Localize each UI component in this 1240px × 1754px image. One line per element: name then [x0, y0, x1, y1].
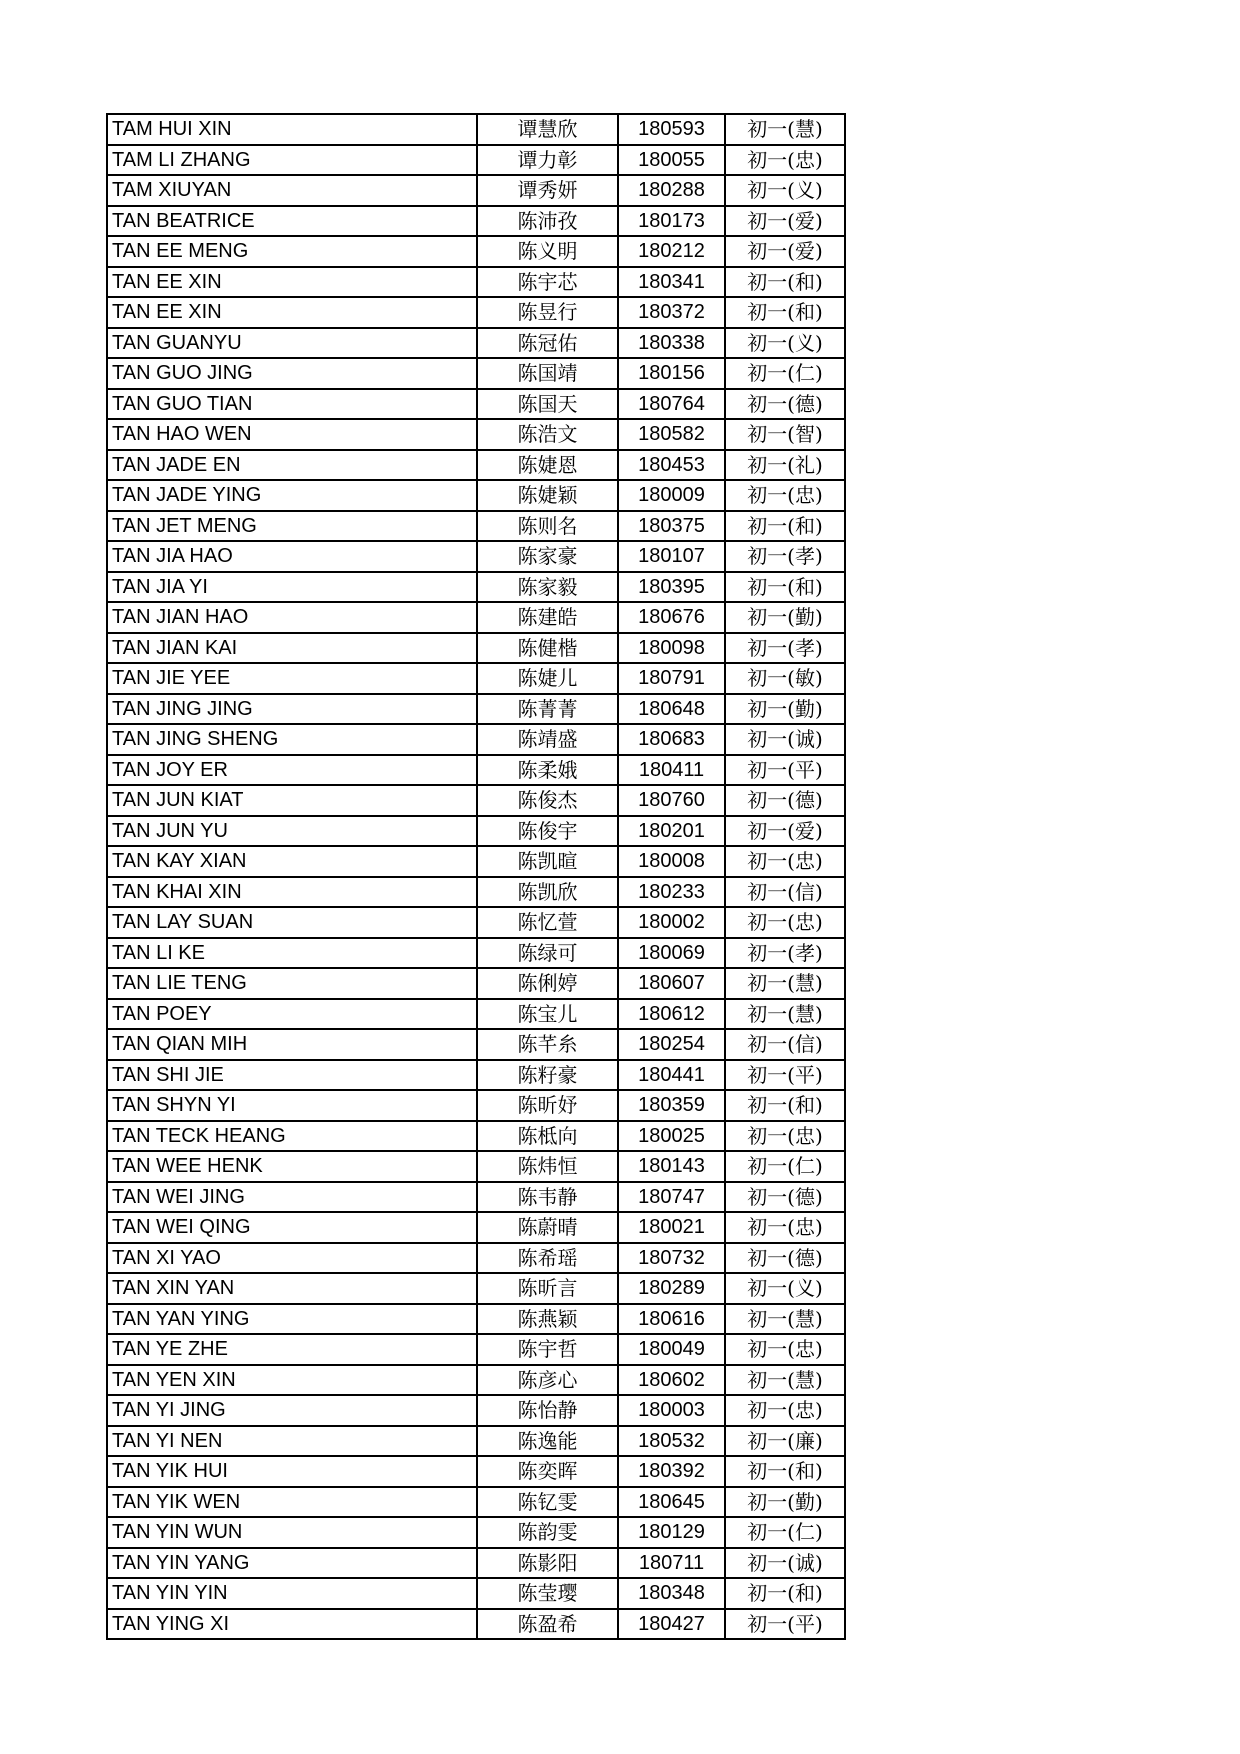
- student-id: 180648: [618, 694, 725, 725]
- table-row: [107, 694, 845, 725]
- student-id: 180392: [618, 1456, 725, 1487]
- student-chinese-name: 陈浩文: [477, 419, 618, 450]
- student-english-name: TAN YIK WEN: [107, 1487, 477, 1518]
- student-class: 初一(平): [725, 1060, 845, 1091]
- student-class: 初一(和): [725, 297, 845, 328]
- student-class: 初一(忠): [725, 480, 845, 511]
- student-class: 初一(忠): [725, 1212, 845, 1243]
- table-row: [107, 450, 845, 481]
- student-id: 180008: [618, 846, 725, 877]
- student-class: 初一(义): [725, 1273, 845, 1304]
- student-english-name: TAN YAN YING: [107, 1304, 477, 1335]
- student-chinese-name: 陈俊杰: [477, 785, 618, 816]
- student-class: 初一(忠): [725, 1395, 845, 1426]
- student-id: 180760: [618, 785, 725, 816]
- student-id: 180441: [618, 1060, 725, 1091]
- student-chinese-name: 陈沛孜: [477, 206, 618, 237]
- student-chinese-name: 陈绿可: [477, 938, 618, 969]
- student-class: 初一(和): [725, 267, 845, 298]
- student-english-name: TAM XIUYAN: [107, 175, 477, 206]
- table-row: [107, 175, 845, 206]
- student-english-name: TAN SHI JIE: [107, 1060, 477, 1091]
- table-row: [107, 1487, 845, 1518]
- student-english-name: TAN LIE TENG: [107, 968, 477, 999]
- student-id: 180616: [618, 1304, 725, 1335]
- table-row: [107, 1304, 845, 1335]
- student-id: 180532: [618, 1426, 725, 1457]
- student-english-name: TAN JADE EN: [107, 450, 477, 481]
- table-row: [107, 602, 845, 633]
- student-class: 初一(德): [725, 1182, 845, 1213]
- student-chinese-name: 陈宇哲: [477, 1334, 618, 1365]
- table-row: [107, 145, 845, 176]
- student-id: 180069: [618, 938, 725, 969]
- table-row: [107, 877, 845, 908]
- student-chinese-name: 陈炜恒: [477, 1151, 618, 1182]
- student-chinese-name: 陈柔娥: [477, 755, 618, 786]
- student-class: 初一(信): [725, 877, 845, 908]
- student-chinese-name: 陈籽豪: [477, 1060, 618, 1091]
- table-row: [107, 968, 845, 999]
- student-english-name: TAN XIN YAN: [107, 1273, 477, 1304]
- student-chinese-name: 陈靖盛: [477, 724, 618, 755]
- student-id: 180009: [618, 480, 725, 511]
- student-class: 初一(勤): [725, 1487, 845, 1518]
- student-chinese-name: 陈宝儿: [477, 999, 618, 1030]
- student-id: 180593: [618, 114, 725, 145]
- student-english-name: TAN KHAI XIN: [107, 877, 477, 908]
- student-id: 180049: [618, 1334, 725, 1365]
- table-row: [107, 1121, 845, 1152]
- student-id: 180143: [618, 1151, 725, 1182]
- table-row: [107, 572, 845, 603]
- student-class: 初一(德): [725, 785, 845, 816]
- student-chinese-name: 陈昱行: [477, 297, 618, 328]
- student-english-name: TAN EE XIN: [107, 297, 477, 328]
- student-id: 180025: [618, 1121, 725, 1152]
- student-id: 180732: [618, 1243, 725, 1274]
- student-list-table: [106, 113, 846, 1640]
- student-class: 初一(平): [725, 1609, 845, 1640]
- student-id: 180791: [618, 663, 725, 694]
- student-chinese-name: 陈昕妤: [477, 1090, 618, 1121]
- student-english-name: TAN YIN WUN: [107, 1517, 477, 1548]
- student-chinese-name: 陈宇芯: [477, 267, 618, 298]
- student-chinese-name: 陈钇雯: [477, 1487, 618, 1518]
- table-row: [107, 1029, 845, 1060]
- student-chinese-name: 陈逸能: [477, 1426, 618, 1457]
- student-id: 180233: [618, 877, 725, 908]
- student-id: 180607: [618, 968, 725, 999]
- student-chinese-name: 陈俊宇: [477, 816, 618, 847]
- student-english-name: TAN YING XI: [107, 1609, 477, 1640]
- student-english-name: TAN WEE HENK: [107, 1151, 477, 1182]
- student-english-name: TAN JADE YING: [107, 480, 477, 511]
- student-id: 180372: [618, 297, 725, 328]
- table-row: [107, 206, 845, 237]
- student-id: 180254: [618, 1029, 725, 1060]
- student-class: 初一(慧): [725, 968, 845, 999]
- student-chinese-name: 陈彦心: [477, 1365, 618, 1396]
- student-chinese-name: 陈健楷: [477, 633, 618, 664]
- student-chinese-name: 陈义明: [477, 236, 618, 267]
- table-row: [107, 1517, 845, 1548]
- student-chinese-name: 陈奕晖: [477, 1456, 618, 1487]
- table-row: [107, 511, 845, 542]
- student-chinese-name: 陈莹璎: [477, 1578, 618, 1609]
- student-class: 初一(敏): [725, 663, 845, 694]
- table-row: [107, 1334, 845, 1365]
- table-row: [107, 389, 845, 420]
- student-id: 180289: [618, 1273, 725, 1304]
- student-english-name: TAN JUN YU: [107, 816, 477, 847]
- student-class: 初一(忠): [725, 145, 845, 176]
- student-english-name: TAN JET MENG: [107, 511, 477, 542]
- student-chinese-name: 陈则名: [477, 511, 618, 542]
- student-id: 180375: [618, 511, 725, 542]
- student-id: 180003: [618, 1395, 725, 1426]
- student-class: 初一(义): [725, 175, 845, 206]
- student-chinese-name: 陈凯欣: [477, 877, 618, 908]
- student-english-name: TAN HAO WEN: [107, 419, 477, 450]
- table-row: [107, 816, 845, 847]
- student-class: 初一(忠): [725, 907, 845, 938]
- student-id: 180201: [618, 816, 725, 847]
- student-class: 初一(孝): [725, 938, 845, 969]
- student-chinese-name: 陈凯暄: [477, 846, 618, 877]
- student-class: 初一(义): [725, 328, 845, 359]
- table-row: [107, 755, 845, 786]
- student-english-name: TAN YI JING: [107, 1395, 477, 1426]
- student-id: 180612: [618, 999, 725, 1030]
- student-chinese-name: 谭慧欣: [477, 114, 618, 145]
- student-english-name: TAN SHYN YI: [107, 1090, 477, 1121]
- student-chinese-name: 陈忆萱: [477, 907, 618, 938]
- student-english-name: TAN GUANYU: [107, 328, 477, 359]
- student-class: 初一(平): [725, 755, 845, 786]
- student-id: 180055: [618, 145, 725, 176]
- student-english-name: TAN TECK HEANG: [107, 1121, 477, 1152]
- student-chinese-name: 陈昕言: [477, 1273, 618, 1304]
- student-class: 初一(慧): [725, 114, 845, 145]
- student-id: 180747: [618, 1182, 725, 1213]
- student-english-name: TAN LI KE: [107, 938, 477, 969]
- table-row: [107, 938, 845, 969]
- student-id: 180212: [618, 236, 725, 267]
- student-class: 初一(智): [725, 419, 845, 450]
- student-english-name: TAN GUO TIAN: [107, 389, 477, 420]
- student-id: 180676: [618, 602, 725, 633]
- student-class: 初一(忠): [725, 846, 845, 877]
- student-english-name: TAN QIAN MIH: [107, 1029, 477, 1060]
- table-row: [107, 1578, 845, 1609]
- student-class: 初一(和): [725, 1090, 845, 1121]
- table-row: [107, 785, 845, 816]
- student-english-name: TAN YIN YIN: [107, 1578, 477, 1609]
- student-id: 180453: [618, 450, 725, 481]
- table-row: [107, 419, 845, 450]
- student-id: 180683: [618, 724, 725, 755]
- student-english-name: TAN JIE YEE: [107, 663, 477, 694]
- student-class: 初一(仁): [725, 358, 845, 389]
- student-class: 初一(爱): [725, 236, 845, 267]
- table-row: [107, 236, 845, 267]
- table-row: [107, 1395, 845, 1426]
- student-class: 初一(勤): [725, 694, 845, 725]
- student-class: 初一(孝): [725, 633, 845, 664]
- student-chinese-name: 陈建皓: [477, 602, 618, 633]
- student-chinese-name: 陈蔚晴: [477, 1212, 618, 1243]
- student-class: 初一(爱): [725, 206, 845, 237]
- student-chinese-name: 陈菁菁: [477, 694, 618, 725]
- student-chinese-name: 陈婕颖: [477, 480, 618, 511]
- student-english-name: TAN YIK HUI: [107, 1456, 477, 1487]
- table-row: [107, 297, 845, 328]
- student-id: 180173: [618, 206, 725, 237]
- table-row: [107, 114, 845, 145]
- student-chinese-name: 陈国靖: [477, 358, 618, 389]
- student-class: 初一(慧): [725, 1304, 845, 1335]
- table-row: [107, 999, 845, 1030]
- student-class: 初一(和): [725, 1578, 845, 1609]
- student-english-name: TAN JIA HAO: [107, 541, 477, 572]
- table-row: [107, 358, 845, 389]
- student-chinese-name: 陈盈希: [477, 1609, 618, 1640]
- table-row: [107, 1182, 845, 1213]
- student-english-name: TAN LAY SUAN: [107, 907, 477, 938]
- student-english-name: TAN XI YAO: [107, 1243, 477, 1274]
- student-id: 180602: [618, 1365, 725, 1396]
- student-chinese-name: 陈韵雯: [477, 1517, 618, 1548]
- student-id: 180764: [618, 389, 725, 420]
- table-row: [107, 1426, 845, 1457]
- table-row: [107, 267, 845, 298]
- student-chinese-name: 陈燕颖: [477, 1304, 618, 1335]
- student-id: 180395: [618, 572, 725, 603]
- student-chinese-name: 陈柢向: [477, 1121, 618, 1152]
- student-class: 初一(诚): [725, 724, 845, 755]
- table-row: [107, 663, 845, 694]
- table-row: [107, 1365, 845, 1396]
- student-id: 180021: [618, 1212, 725, 1243]
- student-class: 初一(忠): [725, 1334, 845, 1365]
- student-chinese-name: 陈希瑶: [477, 1243, 618, 1274]
- student-english-name: TAN BEATRICE: [107, 206, 477, 237]
- student-id: 180645: [618, 1487, 725, 1518]
- student-id: 180341: [618, 267, 725, 298]
- student-list-body: [107, 114, 845, 1639]
- student-id: 180288: [618, 175, 725, 206]
- student-class: 初一(爱): [725, 816, 845, 847]
- student-english-name: TAN YEN XIN: [107, 1365, 477, 1396]
- student-english-name: TAN GUO JING: [107, 358, 477, 389]
- student-chinese-name: 陈家豪: [477, 541, 618, 572]
- student-english-name: TAN JING JING: [107, 694, 477, 725]
- student-chinese-name: 陈婕儿: [477, 663, 618, 694]
- student-id: 180427: [618, 1609, 725, 1640]
- student-id: 180338: [618, 328, 725, 359]
- student-english-name: TAN POEY: [107, 999, 477, 1030]
- student-id: 180156: [618, 358, 725, 389]
- student-chinese-name: 陈芊糸: [477, 1029, 618, 1060]
- student-english-name: TAN JOY ER: [107, 755, 477, 786]
- student-class: 初一(诚): [725, 1548, 845, 1579]
- table-row: [107, 907, 845, 938]
- student-class: 初一(仁): [725, 1517, 845, 1548]
- student-english-name: TAN JIA YI: [107, 572, 477, 603]
- student-class: 初一(忠): [725, 1121, 845, 1152]
- student-class: 初一(和): [725, 572, 845, 603]
- student-class: 初一(勤): [725, 602, 845, 633]
- table-row: [107, 1548, 845, 1579]
- student-english-name: TAN JIAN KAI: [107, 633, 477, 664]
- student-chinese-name: 陈韦静: [477, 1182, 618, 1213]
- student-chinese-name: 陈影阳: [477, 1548, 618, 1579]
- student-class: 初一(信): [725, 1029, 845, 1060]
- table-row: [107, 328, 845, 359]
- student-class: 初一(和): [725, 511, 845, 542]
- student-english-name: TAN YIN YANG: [107, 1548, 477, 1579]
- table-row: [107, 1456, 845, 1487]
- student-class: 初一(礼): [725, 450, 845, 481]
- student-chinese-name: 陈国天: [477, 389, 618, 420]
- table-row: [107, 1609, 845, 1640]
- student-chinese-name: 陈婕恩: [477, 450, 618, 481]
- student-id: 180359: [618, 1090, 725, 1121]
- student-class: 初一(廉): [725, 1426, 845, 1457]
- student-id: 180129: [618, 1517, 725, 1548]
- table-row: [107, 1243, 845, 1274]
- table-row: [107, 724, 845, 755]
- student-chinese-name: 谭秀妍: [477, 175, 618, 206]
- table-row: [107, 1090, 845, 1121]
- student-id: 180002: [618, 907, 725, 938]
- student-id: 180711: [618, 1548, 725, 1579]
- table-row: [107, 480, 845, 511]
- student-english-name: TAM LI ZHANG: [107, 145, 477, 176]
- student-english-name: TAM HUI XIN: [107, 114, 477, 145]
- student-id: 180582: [618, 419, 725, 450]
- student-chinese-name: 陈怡静: [477, 1395, 618, 1426]
- student-class: 初一(孝): [725, 541, 845, 572]
- student-english-name: TAN JING SHENG: [107, 724, 477, 755]
- student-id: 180411: [618, 755, 725, 786]
- student-english-name: TAN JIAN HAO: [107, 602, 477, 633]
- table-row: [107, 633, 845, 664]
- student-chinese-name: 陈俐婷: [477, 968, 618, 999]
- student-class: 初一(仁): [725, 1151, 845, 1182]
- student-class: 初一(和): [725, 1456, 845, 1487]
- student-english-name: TAN JUN KIAT: [107, 785, 477, 816]
- table-row: [107, 1060, 845, 1091]
- student-english-name: TAN KAY XIAN: [107, 846, 477, 877]
- student-id: 180098: [618, 633, 725, 664]
- table-row: [107, 1273, 845, 1304]
- student-class: 初一(慧): [725, 1365, 845, 1396]
- student-class: 初一(慧): [725, 999, 845, 1030]
- table-row: [107, 1212, 845, 1243]
- student-english-name: TAN YI NEN: [107, 1426, 477, 1457]
- student-english-name: TAN WEI JING: [107, 1182, 477, 1213]
- student-english-name: TAN YE ZHE: [107, 1334, 477, 1365]
- table-row: [107, 1151, 845, 1182]
- student-chinese-name: 谭力彰: [477, 145, 618, 176]
- student-class: 初一(德): [725, 389, 845, 420]
- student-chinese-name: 陈冠佑: [477, 328, 618, 359]
- student-english-name: TAN WEI QING: [107, 1212, 477, 1243]
- table-row: [107, 846, 845, 877]
- student-class: 初一(德): [725, 1243, 845, 1274]
- student-english-name: TAN EE XIN: [107, 267, 477, 298]
- student-id: 180348: [618, 1578, 725, 1609]
- student-english-name: TAN EE MENG: [107, 236, 477, 267]
- table-row: [107, 541, 845, 572]
- student-id: 180107: [618, 541, 725, 572]
- student-chinese-name: 陈家毅: [477, 572, 618, 603]
